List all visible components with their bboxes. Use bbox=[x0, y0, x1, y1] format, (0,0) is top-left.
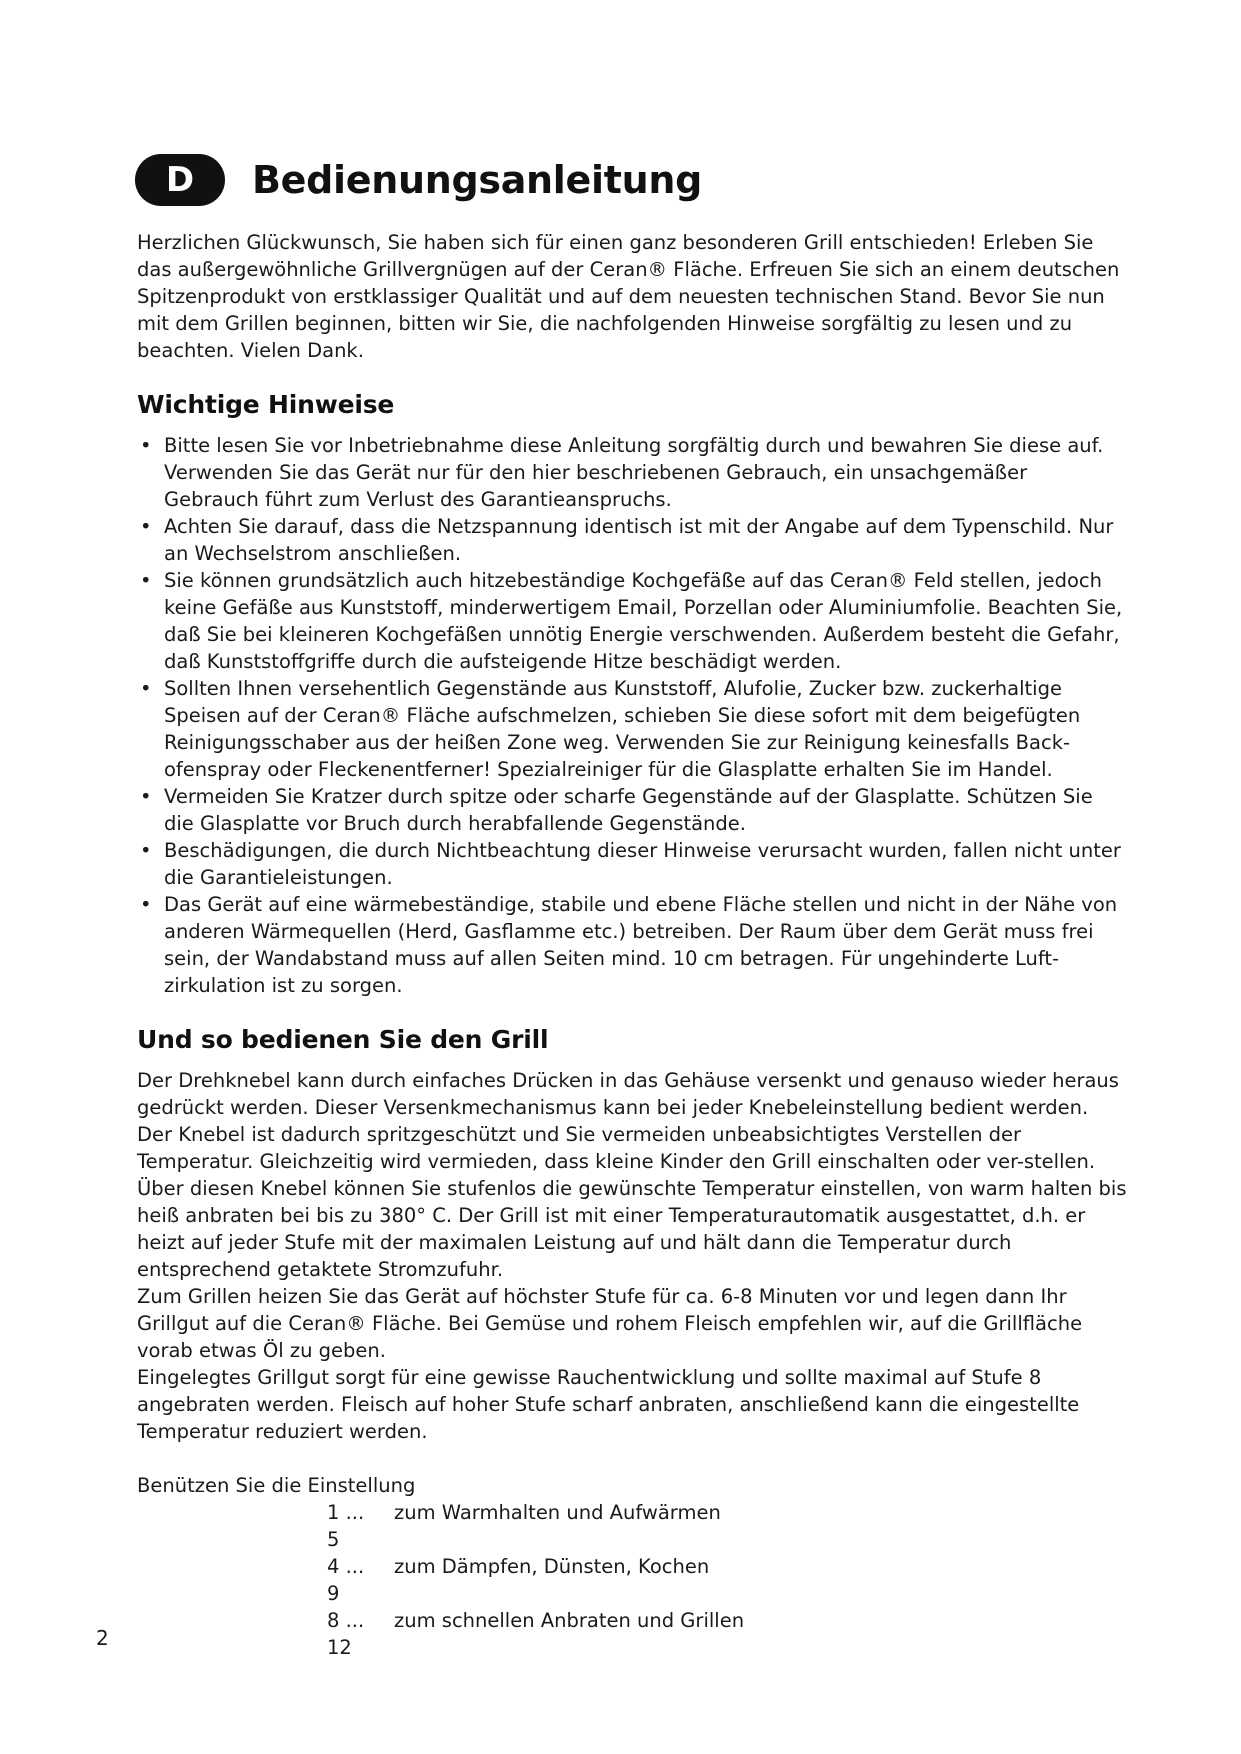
settings-table bbox=[137, 1499, 1127, 1661]
list-item-text: Sie können grundsätzlich auch hitzebeständige Kochgefäße auf das Ceran® Feld stellen, jedoch keine Gefäße aus Kunststoff, minderwertigem Email, Porzellan oder Aluminiumfolie. Beachten Sie, daß Sie bei kleineren Kochgefäßen unnötig Energie verschwenden. Außerdem besteht die Gefahr, daß Kunststoffgriffe durch die aufsteigende Hitze beschädigt werden. bbox=[164, 569, 1123, 673]
section-heading-important-notes: Wichtige Hinweise bbox=[137, 390, 395, 419]
operation-paragraph: Eingelegtes Grillgut sorgt für eine gewisse Rauchentwicklung und sollte maximal auf Stufe 8 angebraten werden. Fleisch auf hoher Stufe scharf anbraten, anschließend kann die eingestellte Temperatur reduziert werden. bbox=[137, 1366, 1080, 1443]
settings-range-to: 5 bbox=[327, 1528, 340, 1551]
page-title: Bedienungsanleitung bbox=[252, 158, 703, 202]
settings-range-to: 12 bbox=[327, 1636, 352, 1659]
settings-row bbox=[137, 1553, 1127, 1607]
list-item-text: Achten Sie darauf, dass die Netzspannung identisch ist mit der Angabe auf dem Typenschild. Nur an Wechselstrom anschließen. bbox=[164, 515, 1114, 565]
settings-row bbox=[137, 1499, 1127, 1553]
intro-paragraph: Herzlichen Glückwunsch, Sie haben sich für einen ganz besonderen Grill entschieden! Erleben Sie das außergewöhnliche Grillvergnügen auf der Ceran® Fläche. Erfreuen Sie sich an einem deutschen Spitzenprodukt von erstklassiger Qualität und auf dem neuesten technischen Stand. Bevor Sie nun mit dem Grillen beginnen, bitten wir Sie, die nachfolgenden Hinweise sorgfältig zu lesen und zu beachten. Vielen Dank. bbox=[137, 231, 1120, 362]
bullet-icon: • bbox=[140, 893, 152, 916]
list-item bbox=[137, 837, 1127, 891]
list-item bbox=[137, 513, 1127, 567]
operation-paragraph: Zum Grillen heizen Sie das Gerät auf höchster Stufe für ca. 6-8 Minuten vor und legen dann Ihr Grillgut auf die Ceran® Fläche. Bei Gemüse und rohem Fleisch empfehlen wir, auf die Grillfläche vorab etwas Öl zu geben. bbox=[137, 1285, 1083, 1362]
list-item bbox=[137, 891, 1127, 999]
bullet-icon: • bbox=[140, 785, 152, 808]
list-item bbox=[137, 783, 1127, 837]
language-badge: D bbox=[135, 154, 225, 206]
operation-paragraph: Über diesen Knebel können Sie stufenlos die gewünschte Temperatur einstellen, von warm halten bis heiß anbraten bei bis zu 380° C. Der Grill ist mit einer Temperaturautomatik ausgestattet, d.h. er heizt auf jeder Stufe mit der maximalen Leistung auf und hält dann die Temperatur durch entsprechend getaktete Stromzufuhr. bbox=[137, 1177, 1127, 1281]
list-item-text: Sollten Ihnen versehentlich Gegenstände aus Kunststoff, Alufolie, Zucker bzw. zuckerhaltige Speisen auf der Ceran® Fläche aufschmelzen, schieben Sie diese sofort mit dem beigefügten Reinigungsschaber aus der heißen Zone weg. Verwenden Sie zur Reinigung keinesfalls Back-ofenspray oder Fleckenentferner! Spezialreiniger für die Glasplatte erhalten Sie im Handel. bbox=[164, 677, 1081, 781]
bullet-icon: • bbox=[140, 434, 152, 457]
settings-range bbox=[137, 1607, 394, 1661]
list-item bbox=[137, 567, 1127, 675]
settings-row bbox=[137, 1607, 1127, 1661]
page-number: 2 bbox=[96, 1626, 109, 1650]
bullet-icon: • bbox=[140, 839, 152, 862]
list-item-text: Bitte lesen Sie vor Inbetriebnahme diese Anleitung sorgfältig durch und bewahren Sie diese auf. Verwenden Sie das Gerät nur für den hier beschriebenen Gebrauch, ein unsachgemäßer Gebrauch führt zum Verlust des Garantieanspruchs. bbox=[164, 434, 1104, 511]
bullet-icon: • bbox=[140, 569, 152, 592]
list-item bbox=[137, 432, 1127, 513]
page-content bbox=[137, 229, 1127, 1661]
list-item bbox=[137, 675, 1127, 783]
settings-range bbox=[137, 1499, 394, 1553]
settings-range bbox=[137, 1553, 394, 1607]
important-notes-list bbox=[137, 432, 1127, 999]
settings-use: zum schnellen Anbraten und Grillen bbox=[394, 1609, 745, 1632]
settings-range-from: 4 ... bbox=[327, 1555, 365, 1578]
settings-range-from: 1 ... bbox=[327, 1501, 365, 1524]
section-heading-operation: Und so bedienen Sie den Grill bbox=[137, 1025, 549, 1054]
settings-use: zum Dämpfen, Dünsten, Kochen bbox=[394, 1555, 710, 1578]
list-item-text: Beschädigungen, die durch Nichtbeachtung dieser Hinweise verursacht wurden, fallen nicht unter die Garantieleistungen. bbox=[164, 839, 1121, 889]
bullet-icon: • bbox=[140, 677, 152, 700]
operation-paragraph: Der Drehknebel kann durch einfaches Drücken in das Gehäuse versenkt und genauso wieder heraus gedrückt werden. Dieser Versenkmechanismus kann bei jeder Knebeleinstellung bedient werden. Der Knebel ist dadurch spritzgeschützt und Sie vermeiden unbeabsichtigtes Verstellen der Temperatur. Gleichzeitig wird vermieden, dass kleine Kinder den Grill einschalten oder ver-stellen. bbox=[137, 1069, 1119, 1173]
bullet-icon: • bbox=[140, 515, 152, 538]
settings-use: zum Warmhalten und Aufwärmen bbox=[394, 1501, 721, 1524]
settings-range-to: 9 bbox=[327, 1582, 340, 1605]
list-item-text: Vermeiden Sie Kratzer durch spitze oder scharfe Gegenstände auf der Glasplatte. Schützen Sie die Glasplatte vor Bruch durch herabfallende Gegenstände. bbox=[164, 785, 1093, 835]
list-item-text: Das Gerät auf eine wärmebeständige, stabile und ebene Fläche stellen und nicht in der Nähe von anderen Wärmequellen (Herd, Gasflamme etc.) betreiben. Der Raum über dem Gerät muss frei sein, der Wandabstand muss auf allen Seiten mind. 10 cm betragen. Für ungehinderte Luft-zirkulation ist zu sorgen. bbox=[164, 893, 1118, 997]
page-header bbox=[135, 154, 702, 206]
settings-range-from: 8 ... bbox=[327, 1609, 365, 1632]
settings-intro: Benützen Sie die Einstellung bbox=[137, 1474, 416, 1497]
